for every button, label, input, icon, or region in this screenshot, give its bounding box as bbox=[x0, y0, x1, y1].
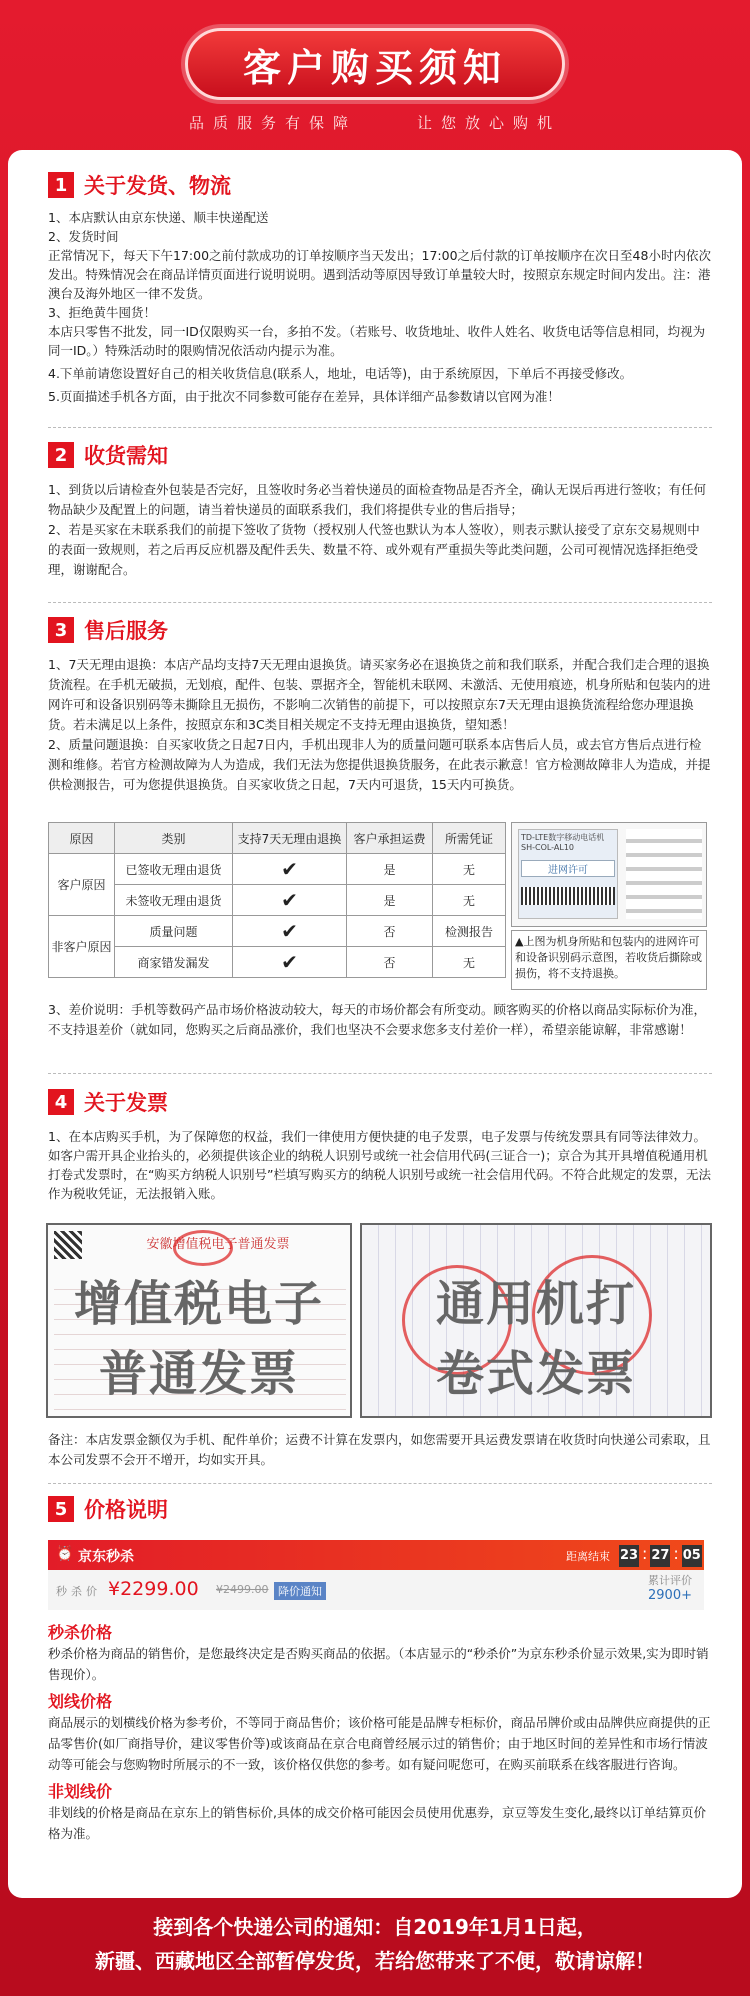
divider bbox=[48, 1483, 712, 1484]
section-title: 关于发货、物流 bbox=[84, 174, 231, 198]
original-price: ¥2499.00 bbox=[216, 1583, 269, 1596]
price-explanations bbox=[48, 1620, 712, 1844]
section-title: 售后服务 bbox=[84, 619, 168, 643]
table-header: 客户承担运费 bbox=[347, 823, 433, 854]
paragraph: 4.下单前请您设置好自己的相关收货信息(联系人，地址，电话等)，由于系统原因，下单后不再接受修改。 bbox=[48, 366, 633, 381]
slogan-right: 让您放心购机 bbox=[417, 114, 562, 132]
header bbox=[0, 0, 750, 150]
table-cell: 已签收无理由退货 bbox=[115, 854, 233, 885]
section-after-sales bbox=[48, 615, 712, 795]
notice-line-1: 接到各个快递公司的通知：自2019年1月1日起， bbox=[153, 1915, 597, 1939]
invoice-stamp bbox=[173, 1230, 233, 1266]
title-banner bbox=[185, 28, 565, 100]
invoice-caption: 卷式发票 bbox=[435, 1346, 636, 1402]
table-cell: 检测报告 bbox=[433, 916, 506, 947]
license-model: TD-LTE数字移动电话机 SH-COL-AL10 bbox=[521, 833, 605, 852]
section-number: 2 bbox=[48, 442, 74, 468]
paragraph: 2、质量问题退换：自买家收货之日起7日内，手机出现非人为的质量问题可联系本店售后人员，或去官方售后点进行检测和维修。若官方检测故障为人为造成，我们无法为您提供退换货服务，在此表示歉意！官方检测故障非人为造成，并提供检测报告，可为您提供退换货。自买家收货之日起，7天内可退货，15天内可换货。 bbox=[48, 737, 711, 792]
countdown: 23 : 27 : 05 bbox=[619, 1544, 702, 1567]
network-access-license-image bbox=[511, 822, 707, 927]
section-title: 关于发票 bbox=[84, 1091, 168, 1115]
slogan-left: 品质服务有保障 bbox=[188, 114, 357, 132]
table-cell: 非客户原因 bbox=[49, 916, 115, 978]
section-number: 3 bbox=[48, 617, 74, 643]
check-icon: ✔ bbox=[233, 916, 347, 947]
invoice-caption: 增值税电子 bbox=[73, 1276, 324, 1332]
section-invoice bbox=[48, 1087, 712, 1203]
divider bbox=[48, 1073, 712, 1074]
table-cell: 商家错发漏发 bbox=[115, 947, 233, 978]
table-row bbox=[49, 885, 506, 916]
review-count[interactable]: 2900+ bbox=[648, 1588, 692, 1603]
paragraph: 1、到货以后请检查外包装是否完好，且签收时务必当着快递员的面检查物品是否齐全，确认无误后再进行签收；有任何物品缺少及配置上的问题，请当着快递员的面联系我们，我们将提供专业的售后指导； bbox=[48, 482, 706, 517]
table-row bbox=[49, 854, 506, 885]
paragraph: 商品展示的划横线价格为参考价，不等同于商品售价；该价格可能是品牌专柜标价，商品吊牌价或由品牌供应商提供的正品零售价(如厂商指导价，建议零售价等)或该商品在京合电商曾经展示过的销售价；由于地区时间的差异性和市场行情波动等可能会与您购物时所展示的不一致，该价格仅供您的参考。如有疑问呢您可，在购买前联系在线客服进行咨询。 bbox=[48, 1715, 711, 1772]
section-title: 价格说明 bbox=[84, 1498, 168, 1522]
paragraph: 本店只零售不批发，同一ID仅限购买一台，多拍不发。（若账号、收货地址、收件人姓名、收货电话等信息相同，均视为同一ID。）特殊活动时的限购情况依活动内提示为准。 bbox=[48, 324, 706, 358]
page-title: 客户购买须知 bbox=[242, 45, 507, 90]
check-icon: ✔ bbox=[233, 947, 347, 978]
roll-invoice-image bbox=[360, 1223, 712, 1418]
check-icon: ✔ bbox=[233, 854, 347, 885]
subheading: 秒杀价格 bbox=[48, 1623, 113, 1642]
price-alert-button[interactable]: 降价通知 bbox=[274, 1582, 326, 1600]
countdown-label: 距离结束 bbox=[566, 1550, 610, 1563]
invoice-caption: 普通发票 bbox=[98, 1346, 299, 1402]
section-receiving bbox=[48, 440, 712, 580]
section-title: 收货需知 bbox=[84, 444, 168, 468]
table-header: 类别 bbox=[115, 823, 233, 854]
license-note: ▲上图为机身所贴和包装内的进网许可和设备识别码示意图，若收货后撕除或损伤，将不支持退换。 bbox=[511, 930, 707, 990]
review-label: 累计评价 bbox=[648, 1574, 692, 1587]
price-difference-note: 3、差价说明：手机等数码产品市场价格波动较大，每天的市场价都会有所变动。顾客购买的价格以商品实际标价为准，不支持退差价（就如同，您购买之后商品涨价，我们也坚决不会要求您多支付差价一样），希望亲能谅解，非常感谢！ bbox=[48, 1002, 706, 1037]
paragraph: 秒杀价格为商品的销售价，是您最终决定是否购买商品的依据。（本店显示的“秒杀价”为京东秒杀价显示效果,实为即时销售现价）。 bbox=[48, 1646, 709, 1682]
paragraph: 5.页面描述手机各方面，由于批次不同参数可能存在差异，具体详细产品参数请以官网为准！ bbox=[48, 389, 560, 404]
clock-icon: ⏰ bbox=[56, 1546, 74, 1562]
section-body: 1、在本店购买手机，为了保障您的权益，我们一律使用方便快捷的电子发票，电子发票与传统发票具有同等法律效力。如客户需开具企业抬头的，必须提供该企业的纳税人识别号或统一社会信用代码(三证合一)；京合为其开具增值税通用机打卷式发票时，在“购买方纳税人识别号”栏填写购买方的纳税人识别号或统一社会信用代码。不符合此规定的发票，无法作为税收凭证，无法报销入账。 bbox=[48, 1129, 711, 1201]
check-icon: ✔ bbox=[233, 885, 347, 916]
seckill-price-box bbox=[48, 1570, 704, 1610]
section-body bbox=[48, 655, 712, 795]
seckill-label: 京东秒杀 bbox=[78, 1549, 134, 1565]
paragraph: 2、若是买家在未联系我们的前提下签收了货物（授权别人代签也默认为本人签收），则表示默认接受了京东交易规则中的表面一致规则，若之后再反应机器及配件丢失、数量不符、或外观有严重损失等此类问题，公司可视情况选择拒绝受理，谢谢配合。 bbox=[48, 522, 700, 577]
barcode-icon bbox=[521, 887, 615, 905]
table-cell: 质量问题 bbox=[115, 916, 233, 947]
table-cell: 是 bbox=[347, 885, 433, 916]
section-body bbox=[48, 208, 712, 406]
table-row bbox=[49, 916, 506, 947]
return-policy-table bbox=[48, 822, 506, 978]
table-cell: 无 bbox=[433, 885, 506, 916]
table-cell: 否 bbox=[347, 916, 433, 947]
subheading: 非划线价 bbox=[48, 1782, 113, 1801]
paragraph: 正常情况下，每天下午17:00之前付款成功的订单按顺序当天发出；17:00之后付款的订单按顺序在次日至48小时内依次发出。特殊情况会在商品详情页面进行说明说明。遇到活动等原因导致订单量较大时，按照京东规定时间内发出。注：港澳台及海外地区一律不发货。 bbox=[48, 248, 711, 301]
paragraph: 非划线的价格是商品在京东上的销售标价,具体的成交价格可能因会员使用优惠券，京豆等发生变化,最终以订单结算页价格为准。 bbox=[48, 1805, 706, 1841]
paragraph: 2、发货时间 bbox=[48, 229, 119, 244]
table-cell: 未签收无理由退货 bbox=[115, 885, 233, 916]
barcode-stickers-icon bbox=[626, 829, 702, 919]
countdown-minutes: 27 bbox=[650, 1545, 670, 1567]
invoice-heading: 安徽增值税电子普通发票 bbox=[146, 1237, 290, 1252]
countdown-hours: 23 bbox=[619, 1545, 639, 1567]
section-shipping bbox=[48, 170, 712, 406]
license-title: 进网许可 bbox=[521, 860, 615, 877]
table-cell: 无 bbox=[433, 947, 506, 978]
electronic-invoice-image bbox=[46, 1223, 352, 1418]
table-cell: 否 bbox=[347, 947, 433, 978]
table-cell: 是 bbox=[347, 854, 433, 885]
paragraph: 3、拒绝黄牛囤货！ bbox=[48, 305, 156, 320]
table-header: 所需凭证 bbox=[433, 823, 506, 854]
table-row bbox=[49, 947, 506, 978]
price-label: 秒杀价 bbox=[56, 1585, 101, 1598]
divider bbox=[48, 602, 712, 603]
license-label bbox=[518, 829, 618, 919]
invoice-note: 备注：本店发票金额仅为手机、配件单价；运费不计算在发票内，如您需要开具运费发票请在收货时向快递公司索取，且本公司发票不会开不增开，均如实开具。 bbox=[48, 1432, 711, 1467]
countdown-seconds: 05 bbox=[682, 1545, 702, 1567]
section-pricing bbox=[48, 1494, 712, 1524]
qr-code-icon bbox=[54, 1231, 82, 1259]
table-cell: 无 bbox=[433, 854, 506, 885]
slogan bbox=[0, 112, 750, 133]
section-number: 5 bbox=[48, 1496, 74, 1522]
divider bbox=[48, 427, 712, 428]
content-card bbox=[8, 150, 742, 1898]
invoice-caption: 通用机打 bbox=[435, 1276, 636, 1332]
seckill-price: ¥2299.00 bbox=[108, 1578, 199, 1600]
table-cell: 客户原因 bbox=[49, 854, 115, 916]
shipping-notice bbox=[0, 1910, 750, 1978]
section-number: 1 bbox=[48, 172, 74, 198]
paragraph: 1、7天无理由退换：本店产品均支持7天无理由退换货。请买家务必在退换货之前和我们联系，并配合我们走合理的退换货流程。在手机无破损，无划痕，配件、包装、票据齐全，智能机未联网、未激活、无使用痕迹，机身所贴和包装内的进网许可和设备识别码等未撕除且无损伤，不影响二次销售的前提下，可以按照京东7天无理由退换货流程给您办理退换货。若未满足以上条件，按照京东和3C类目相关规定不支持无理由退换货，望知悉！ bbox=[48, 657, 711, 732]
paragraph: 1、本店默认由京东快递、顺丰快递配送 bbox=[48, 210, 269, 225]
seckill-bar bbox=[48, 1540, 704, 1570]
notice-line-2: 新疆、西藏地区全部暂停发货，若给您带来了不便，敬请谅解！ bbox=[95, 1949, 655, 1973]
table-header: 支持7天无理由退换 bbox=[233, 823, 347, 854]
subheading: 划线价格 bbox=[48, 1692, 113, 1711]
table-header: 原因 bbox=[49, 823, 115, 854]
section-body bbox=[48, 480, 712, 580]
section-number: 4 bbox=[48, 1089, 74, 1115]
